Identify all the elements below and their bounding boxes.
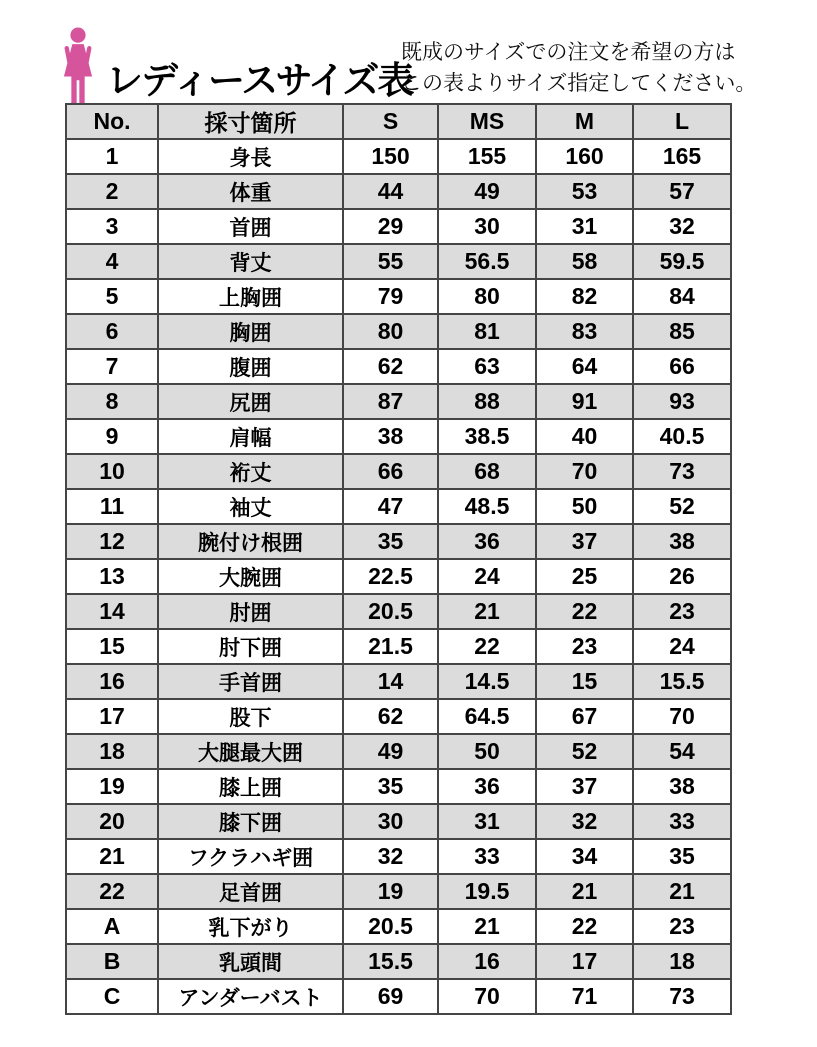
- row-no: 13: [66, 559, 158, 594]
- row-no: 22: [66, 874, 158, 909]
- size-table: [65, 103, 732, 1015]
- row-no: C: [66, 979, 158, 1014]
- size-value-s: 20.5: [343, 909, 438, 944]
- size-value-l: 73: [633, 454, 731, 489]
- size-value-ms: 19.5: [438, 874, 536, 909]
- table-row: [66, 979, 731, 1014]
- size-value-m: 67: [536, 699, 633, 734]
- size-value-ms: 21: [438, 909, 536, 944]
- size-value-m: 50: [536, 489, 633, 524]
- col-header-ms: MS: [438, 104, 536, 139]
- table-row: [66, 839, 731, 874]
- size-value-m: 22: [536, 594, 633, 629]
- table-row: [66, 454, 731, 489]
- measure-part: フクラハギ囲: [158, 839, 343, 874]
- size-value-ms: 30: [438, 209, 536, 244]
- row-no: B: [66, 944, 158, 979]
- measure-part: 肘囲: [158, 594, 343, 629]
- measure-part: 体重: [158, 174, 343, 209]
- size-value-s: 49: [343, 734, 438, 769]
- measure-part: 袖丈: [158, 489, 343, 524]
- table-row: [66, 174, 731, 209]
- size-value-ms: 80: [438, 279, 536, 314]
- size-value-m: 82: [536, 279, 633, 314]
- size-value-l: 57: [633, 174, 731, 209]
- row-no: 4: [66, 244, 158, 279]
- size-value-m: 37: [536, 524, 633, 559]
- measure-part: 乳頭間: [158, 944, 343, 979]
- size-value-ms: 14.5: [438, 664, 536, 699]
- table-row: [66, 944, 731, 979]
- size-value-s: 44: [343, 174, 438, 209]
- table-row: [66, 489, 731, 524]
- size-value-s: 79: [343, 279, 438, 314]
- table-row: [66, 139, 731, 174]
- table-row: [66, 279, 731, 314]
- size-value-m: 83: [536, 314, 633, 349]
- size-value-s: 14: [343, 664, 438, 699]
- size-value-s: 80: [343, 314, 438, 349]
- size-value-l: 18: [633, 944, 731, 979]
- size-value-l: 26: [633, 559, 731, 594]
- size-value-s: 32: [343, 839, 438, 874]
- table-body: [66, 139, 731, 1014]
- table-row: [66, 699, 731, 734]
- row-no: A: [66, 909, 158, 944]
- size-value-l: 52: [633, 489, 731, 524]
- size-value-l: 24: [633, 629, 731, 664]
- table-row: [66, 419, 731, 454]
- size-value-ms: 50: [438, 734, 536, 769]
- measure-part: 腕付け根囲: [158, 524, 343, 559]
- size-value-ms: 155: [438, 139, 536, 174]
- table-row: [66, 349, 731, 384]
- size-value-s: 47: [343, 489, 438, 524]
- size-value-l: 15.5: [633, 664, 731, 699]
- row-no: 12: [66, 524, 158, 559]
- measure-part: 胸囲: [158, 314, 343, 349]
- note-line-2: この表よりサイズ指定してください。: [401, 72, 757, 95]
- size-value-s: 21.5: [343, 629, 438, 664]
- measure-part: 背丈: [158, 244, 343, 279]
- size-value-ms: 21: [438, 594, 536, 629]
- size-value-s: 15.5: [343, 944, 438, 979]
- row-no: 16: [66, 664, 158, 699]
- size-value-m: 52: [536, 734, 633, 769]
- size-value-m: 15: [536, 664, 633, 699]
- size-value-s: 66: [343, 454, 438, 489]
- note-line-1: 既成のサイズでの注文を希望の方は: [401, 41, 736, 64]
- size-value-l: 165: [633, 139, 731, 174]
- size-value-s: 20.5: [343, 594, 438, 629]
- table-row: [66, 909, 731, 944]
- measure-part: 大腿最大囲: [158, 734, 343, 769]
- page-title: レディースサイズ表: [106, 60, 413, 101]
- measure-part: 乳下がり: [158, 909, 343, 944]
- size-value-s: 19: [343, 874, 438, 909]
- col-header-s: S: [343, 104, 438, 139]
- size-value-l: 21: [633, 874, 731, 909]
- size-value-m: 22: [536, 909, 633, 944]
- table-row: [66, 209, 731, 244]
- size-value-ms: 48.5: [438, 489, 536, 524]
- measure-part: 膝上囲: [158, 769, 343, 804]
- size-value-m: 23: [536, 629, 633, 664]
- row-no: 15: [66, 629, 158, 664]
- measure-part: 手首囲: [158, 664, 343, 699]
- size-value-m: 91: [536, 384, 633, 419]
- measure-part: 股下: [158, 699, 343, 734]
- size-value-m: 31: [536, 209, 633, 244]
- size-value-m: 17: [536, 944, 633, 979]
- row-no: 5: [66, 279, 158, 314]
- col-header-no: No.: [66, 104, 158, 139]
- table-row: [66, 734, 731, 769]
- size-value-m: 34: [536, 839, 633, 874]
- size-value-m: 70: [536, 454, 633, 489]
- row-no: 11: [66, 489, 158, 524]
- size-value-ms: 36: [438, 769, 536, 804]
- size-value-s: 35: [343, 769, 438, 804]
- row-no: 7: [66, 349, 158, 384]
- size-value-s: 29: [343, 209, 438, 244]
- size-value-l: 73: [633, 979, 731, 1014]
- size-value-ms: 64.5: [438, 699, 536, 734]
- size-value-m: 64: [536, 349, 633, 384]
- size-value-s: 35: [343, 524, 438, 559]
- table-row: [66, 874, 731, 909]
- measure-part: 膝下囲: [158, 804, 343, 839]
- col-header-part: 採寸箇所: [158, 104, 343, 139]
- row-no: 21: [66, 839, 158, 874]
- row-no: 1: [66, 139, 158, 174]
- row-no: 9: [66, 419, 158, 454]
- size-value-l: 54: [633, 734, 731, 769]
- size-value-m: 40: [536, 419, 633, 454]
- measure-part: 首囲: [158, 209, 343, 244]
- size-value-s: 69: [343, 979, 438, 1014]
- size-value-ms: 68: [438, 454, 536, 489]
- size-value-ms: 49: [438, 174, 536, 209]
- size-value-m: 32: [536, 804, 633, 839]
- size-value-ms: 63: [438, 349, 536, 384]
- size-value-s: 62: [343, 699, 438, 734]
- size-value-s: 30: [343, 804, 438, 839]
- size-value-s: 22.5: [343, 559, 438, 594]
- size-value-l: 23: [633, 909, 731, 944]
- size-value-l: 93: [633, 384, 731, 419]
- col-header-m: M: [536, 104, 633, 139]
- measure-part: アンダーバスト: [158, 979, 343, 1014]
- row-no: 2: [66, 174, 158, 209]
- size-value-l: 85: [633, 314, 731, 349]
- size-value-l: 66: [633, 349, 731, 384]
- measure-part: 肘下囲: [158, 629, 343, 664]
- size-value-ms: 81: [438, 314, 536, 349]
- size-value-l: 59.5: [633, 244, 731, 279]
- row-no: 18: [66, 734, 158, 769]
- row-no: 3: [66, 209, 158, 244]
- size-value-ms: 70: [438, 979, 536, 1014]
- table-row: [66, 559, 731, 594]
- size-value-l: 35: [633, 839, 731, 874]
- size-value-l: 40.5: [633, 419, 731, 454]
- measure-part: 足首囲: [158, 874, 343, 909]
- table-row: [66, 524, 731, 559]
- measure-part: 裄丈: [158, 454, 343, 489]
- size-value-ms: 36: [438, 524, 536, 559]
- table-row: [66, 244, 731, 279]
- size-value-l: 70: [633, 699, 731, 734]
- row-no: 8: [66, 384, 158, 419]
- size-value-ms: 38.5: [438, 419, 536, 454]
- table-row: [66, 804, 731, 839]
- measure-part: 肩幅: [158, 419, 343, 454]
- size-value-l: 33: [633, 804, 731, 839]
- size-value-l: 32: [633, 209, 731, 244]
- row-no: 17: [66, 699, 158, 734]
- table-row: [66, 314, 731, 349]
- size-value-m: 58: [536, 244, 633, 279]
- size-value-m: 25: [536, 559, 633, 594]
- table-header-row: [66, 104, 731, 139]
- row-no: 14: [66, 594, 158, 629]
- size-value-s: 150: [343, 139, 438, 174]
- table-row: [66, 629, 731, 664]
- size-value-s: 87: [343, 384, 438, 419]
- table-row: [66, 769, 731, 804]
- instruction-note: [401, 37, 756, 99]
- size-value-l: 23: [633, 594, 731, 629]
- size-value-ms: 16: [438, 944, 536, 979]
- col-header-l: L: [633, 104, 731, 139]
- size-value-s: 55: [343, 244, 438, 279]
- size-value-m: 21: [536, 874, 633, 909]
- row-no: 6: [66, 314, 158, 349]
- female-pictogram-icon: [56, 27, 100, 105]
- size-value-l: 38: [633, 524, 731, 559]
- size-value-ms: 33: [438, 839, 536, 874]
- size-value-ms: 88: [438, 384, 536, 419]
- size-value-l: 38: [633, 769, 731, 804]
- table-row: [66, 594, 731, 629]
- size-value-ms: 24: [438, 559, 536, 594]
- measure-part: 上胸囲: [158, 279, 343, 314]
- measure-part: 腹囲: [158, 349, 343, 384]
- size-value-m: 71: [536, 979, 633, 1014]
- row-no: 19: [66, 769, 158, 804]
- size-value-m: 53: [536, 174, 633, 209]
- row-no: 10: [66, 454, 158, 489]
- table-row: [66, 664, 731, 699]
- size-value-ms: 31: [438, 804, 536, 839]
- size-value-m: 37: [536, 769, 633, 804]
- size-value-ms: 56.5: [438, 244, 536, 279]
- table-row: [66, 384, 731, 419]
- measure-part: 尻囲: [158, 384, 343, 419]
- measure-part: 大腕囲: [158, 559, 343, 594]
- row-no: 20: [66, 804, 158, 839]
- size-value-m: 160: [536, 139, 633, 174]
- measure-part: 身長: [158, 139, 343, 174]
- size-value-s: 38: [343, 419, 438, 454]
- size-value-ms: 22: [438, 629, 536, 664]
- size-value-s: 62: [343, 349, 438, 384]
- size-value-l: 84: [633, 279, 731, 314]
